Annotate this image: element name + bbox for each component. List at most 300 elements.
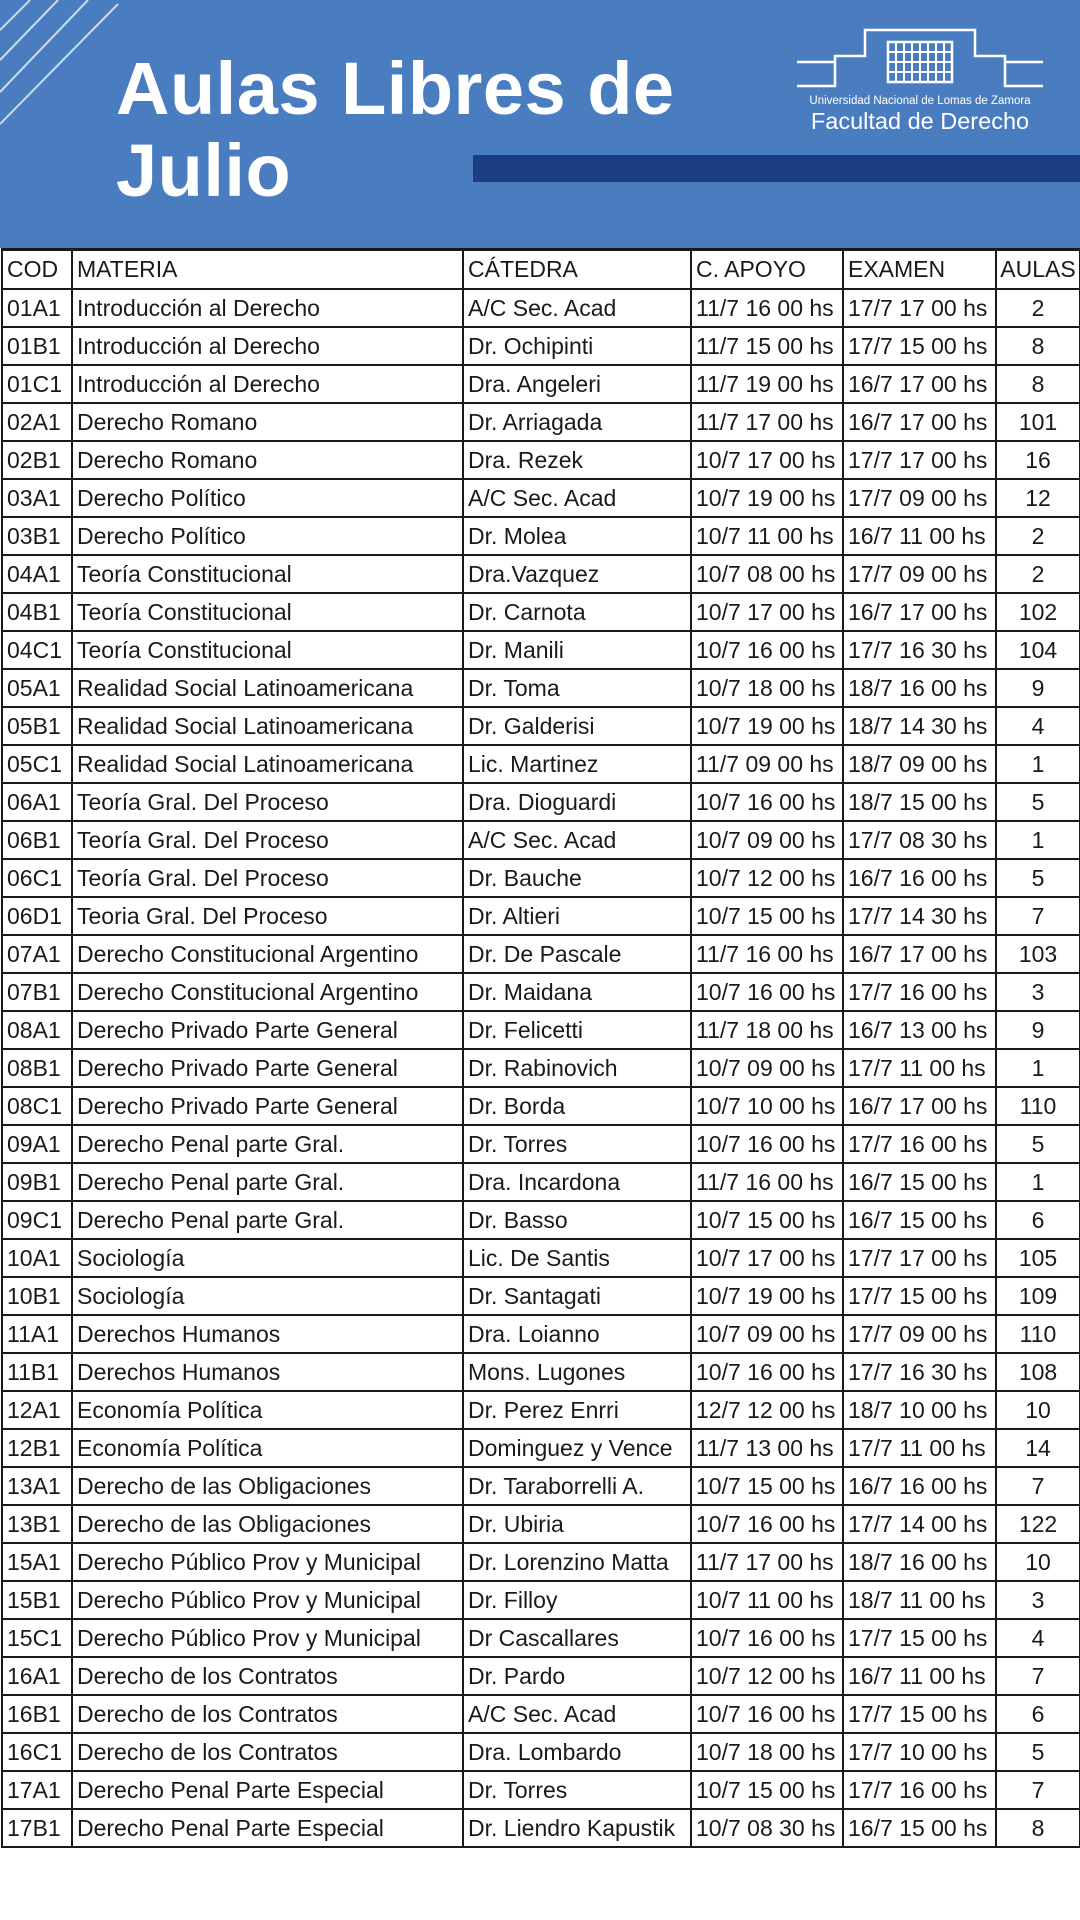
cell-catedra: Dr. Rabinovich: [463, 1049, 691, 1087]
cell-examen: 18/7 15 00 hs: [843, 783, 996, 821]
cell-catedra: Dra. Incardona: [463, 1163, 691, 1201]
table-row: [2, 517, 1080, 555]
cell-materia: Derecho Privado Parte General: [72, 1087, 463, 1125]
table-row: [2, 1581, 1080, 1619]
cell-cod: 05A1: [2, 669, 72, 707]
cell-materia: Derecho Constitucional Argentino: [72, 973, 463, 1011]
cell-examen: 16/7 17 00 hs: [843, 1087, 996, 1125]
page-title: [116, 48, 675, 212]
cell-aulas: 2: [996, 289, 1080, 327]
cell-catedra: Lic. Martinez: [463, 745, 691, 783]
table-row: [2, 593, 1080, 631]
table-row: [2, 669, 1080, 707]
table-row: [2, 555, 1080, 593]
cell-examen: 18/7 16 00 hs: [843, 669, 996, 707]
cell-examen: 16/7 11 00 hs: [843, 517, 996, 555]
table-row: [2, 631, 1080, 669]
cell-materia: Derecho Político: [72, 479, 463, 517]
university-logo: [795, 28, 1045, 134]
cell-examen: 17/7 15 00 hs: [843, 1277, 996, 1315]
cell-materia: Teoria Gral. Del Proceso: [72, 897, 463, 935]
cell-aulas: 2: [996, 555, 1080, 593]
cell-aulas: 3: [996, 1581, 1080, 1619]
cell-examen: 17/7 10 00 hs: [843, 1733, 996, 1771]
cell-c-apoyo: 11/7 16 00 hs: [691, 1163, 843, 1201]
table-row: [2, 1315, 1080, 1353]
cell-examen: 16/7 15 00 hs: [843, 1201, 996, 1239]
cell-c-apoyo: 11/7 16 00 hs: [691, 935, 843, 973]
cell-aulas: 5: [996, 1125, 1080, 1163]
cell-catedra: Dr. Santagati: [463, 1277, 691, 1315]
cell-cod: 16A1: [2, 1657, 72, 1695]
table-row: [2, 1125, 1080, 1163]
cell-catedra: Dra. Lombardo: [463, 1733, 691, 1771]
cell-c-apoyo: 10/7 09 00 hs: [691, 1049, 843, 1087]
cell-c-apoyo: 10/7 19 00 hs: [691, 479, 843, 517]
cell-cod: 09C1: [2, 1201, 72, 1239]
cell-examen: 17/7 16 30 hs: [843, 631, 996, 669]
cell-materia: Realidad Social Latinoamericana: [72, 745, 463, 783]
cell-aulas: 9: [996, 669, 1080, 707]
cell-cod: 04B1: [2, 593, 72, 631]
cell-catedra: A/C Sec. Acad: [463, 289, 691, 327]
cell-catedra: Dr. Taraborrelli A.: [463, 1467, 691, 1505]
table-row: [2, 935, 1080, 973]
cell-materia: Economía Política: [72, 1391, 463, 1429]
cell-catedra: Dr. Toma: [463, 669, 691, 707]
cell-c-apoyo: 10/7 12 00 hs: [691, 859, 843, 897]
table-row: [2, 327, 1080, 365]
cell-cod: 11A1: [2, 1315, 72, 1353]
cell-c-apoyo: 10/7 17 00 hs: [691, 593, 843, 631]
cell-aulas: 12: [996, 479, 1080, 517]
cell-materia: Teoría Gral. Del Proceso: [72, 783, 463, 821]
cell-c-apoyo: 10/7 09 00 hs: [691, 1315, 843, 1353]
cell-catedra: Dr. Lorenzino Matta: [463, 1543, 691, 1581]
cell-catedra: Dr. Arriagada: [463, 403, 691, 441]
cell-cod: 02B1: [2, 441, 72, 479]
cell-cod: 15B1: [2, 1581, 72, 1619]
cell-aulas: 8: [996, 1809, 1080, 1847]
cell-catedra: Dr. Maidana: [463, 973, 691, 1011]
table-row: [2, 1619, 1080, 1657]
cell-aulas: 8: [996, 327, 1080, 365]
cell-materia: Derecho Romano: [72, 403, 463, 441]
cell-aulas: 110: [996, 1315, 1080, 1353]
cell-c-apoyo: 10/7 09 00 hs: [691, 821, 843, 859]
table-row: [2, 1353, 1080, 1391]
cell-aulas: 2: [996, 517, 1080, 555]
column-header-c-apoyo: C. APOYO: [691, 250, 843, 290]
cell-c-apoyo: 10/7 08 00 hs: [691, 555, 843, 593]
cell-examen: 16/7 16 00 hs: [843, 1467, 996, 1505]
cell-c-apoyo: 10/7 19 00 hs: [691, 1277, 843, 1315]
cell-examen: 17/7 15 00 hs: [843, 1619, 996, 1657]
cell-cod: 05C1: [2, 745, 72, 783]
column-header-examen: EXAMEN: [843, 250, 996, 290]
table-row: [2, 707, 1080, 745]
cell-aulas: 7: [996, 1771, 1080, 1809]
cell-materia: Derecho Público Prov y Municipal: [72, 1581, 463, 1619]
cell-aulas: 101: [996, 403, 1080, 441]
cell-c-apoyo: 10/7 16 00 hs: [691, 1505, 843, 1543]
cell-aulas: 7: [996, 897, 1080, 935]
cell-aulas: 1: [996, 1163, 1080, 1201]
cell-c-apoyo: 10/7 15 00 hs: [691, 1467, 843, 1505]
cell-catedra: Dr. De Pascale: [463, 935, 691, 973]
cell-materia: Derecho Penal Parte Especial: [72, 1771, 463, 1809]
cell-materia: Sociología: [72, 1277, 463, 1315]
cell-examen: 17/7 14 00 hs: [843, 1505, 996, 1543]
cell-cod: 15A1: [2, 1543, 72, 1581]
cell-c-apoyo: 10/7 11 00 hs: [691, 517, 843, 555]
cell-c-apoyo: 10/7 18 00 hs: [691, 1733, 843, 1771]
cell-cod: 06D1: [2, 897, 72, 935]
cell-examen: 17/7 16 00 hs: [843, 1125, 996, 1163]
cell-examen: 17/7 16 00 hs: [843, 973, 996, 1011]
table-row: [2, 289, 1080, 327]
cell-examen: 18/7 16 00 hs: [843, 1543, 996, 1581]
cell-materia: Derecho de las Obligaciones: [72, 1467, 463, 1505]
university-name: Universidad Nacional de Lomas de Zamora: [809, 95, 1031, 107]
building-icon: [795, 28, 1045, 90]
cell-examen: 17/7 08 30 hs: [843, 821, 996, 859]
table-row: [2, 1429, 1080, 1467]
cell-aulas: 6: [996, 1695, 1080, 1733]
table-row: [2, 1201, 1080, 1239]
cell-c-apoyo: 10/7 17 00 hs: [691, 441, 843, 479]
cell-c-apoyo: 11/7 19 00 hs: [691, 365, 843, 403]
cell-materia: Introducción al Derecho: [72, 365, 463, 403]
cell-c-apoyo: 10/7 16 00 hs: [691, 1619, 843, 1657]
cell-c-apoyo: 10/7 08 30 hs: [691, 1809, 843, 1847]
cell-cod: 09A1: [2, 1125, 72, 1163]
cell-catedra: A/C Sec. Acad: [463, 821, 691, 859]
cell-cod: 03B1: [2, 517, 72, 555]
cell-cod: 12B1: [2, 1429, 72, 1467]
cell-c-apoyo: 10/7 16 00 hs: [691, 1695, 843, 1733]
cell-catedra: Dr. Basso: [463, 1201, 691, 1239]
cell-cod: 08C1: [2, 1087, 72, 1125]
cell-examen: 17/7 09 00 hs: [843, 555, 996, 593]
title-line-1: Aulas Libres de: [116, 47, 675, 130]
cell-cod: 15C1: [2, 1619, 72, 1657]
cell-materia: Derecho de los Contratos: [72, 1657, 463, 1695]
cell-cod: 04C1: [2, 631, 72, 669]
cell-cod: 02A1: [2, 403, 72, 441]
cell-examen: 16/7 15 00 hs: [843, 1809, 996, 1847]
cell-c-apoyo: 10/7 16 00 hs: [691, 631, 843, 669]
cell-catedra: A/C Sec. Acad: [463, 479, 691, 517]
table-row: [2, 1239, 1080, 1277]
cell-examen: 17/7 16 00 hs: [843, 1771, 996, 1809]
cell-materia: Derecho Penal Parte Especial: [72, 1809, 463, 1847]
cell-catedra: A/C Sec. Acad: [463, 1695, 691, 1733]
faculty-name: Facultad de Derecho: [810, 108, 1030, 134]
cell-aulas: 5: [996, 783, 1080, 821]
table-row: [2, 1391, 1080, 1429]
cell-catedra: Dr. Ubiria: [463, 1505, 691, 1543]
cell-c-apoyo: 10/7 18 00 hs: [691, 669, 843, 707]
cell-aulas: 102: [996, 593, 1080, 631]
cell-catedra: Dra. Dioguardi: [463, 783, 691, 821]
cell-materia: Derecho de los Contratos: [72, 1695, 463, 1733]
cell-materia: Derechos Humanos: [72, 1315, 463, 1353]
cell-materia: Derecho Penal parte Gral.: [72, 1201, 463, 1239]
cell-c-apoyo: 10/7 19 00 hs: [691, 707, 843, 745]
cell-materia: Derecho Privado Parte General: [72, 1011, 463, 1049]
cell-catedra: Dr. Manili: [463, 631, 691, 669]
cell-examen: 17/7 09 00 hs: [843, 1315, 996, 1353]
cell-examen: 17/7 14 30 hs: [843, 897, 996, 935]
cell-aulas: 9: [996, 1011, 1080, 1049]
cell-examen: 16/7 11 00 hs: [843, 1657, 996, 1695]
cell-aulas: 3: [996, 973, 1080, 1011]
table-row: [2, 403, 1080, 441]
cell-c-apoyo: 11/7 17 00 hs: [691, 1543, 843, 1581]
cell-examen: 18/7 11 00 hs: [843, 1581, 996, 1619]
cell-aulas: 108: [996, 1353, 1080, 1391]
cell-examen: 18/7 10 00 hs: [843, 1391, 996, 1429]
cell-examen: 16/7 17 00 hs: [843, 365, 996, 403]
cell-materia: Derechos Humanos: [72, 1353, 463, 1391]
cell-catedra: Dra.Vazquez: [463, 555, 691, 593]
decorative-stripes: [0, 0, 120, 140]
cell-c-apoyo: 11/7 16 00 hs: [691, 289, 843, 327]
cell-aulas: 105: [996, 1239, 1080, 1277]
cell-aulas: 110: [996, 1087, 1080, 1125]
cell-materia: Derecho Público Prov y Municipal: [72, 1619, 463, 1657]
cell-c-apoyo: 11/7 18 00 hs: [691, 1011, 843, 1049]
table-row: [2, 1809, 1080, 1847]
cell-aulas: 122: [996, 1505, 1080, 1543]
table-row: [2, 1695, 1080, 1733]
cell-c-apoyo: 11/7 15 00 hs: [691, 327, 843, 365]
cell-examen: 16/7 16 00 hs: [843, 859, 996, 897]
cell-catedra: Dr. Borda: [463, 1087, 691, 1125]
cell-materia: Teoría Constitucional: [72, 631, 463, 669]
cell-cod: 06C1: [2, 859, 72, 897]
table-row: [2, 1277, 1080, 1315]
cell-cod: 03A1: [2, 479, 72, 517]
cell-c-apoyo: 11/7 13 00 hs: [691, 1429, 843, 1467]
cell-catedra: Dr. Torres: [463, 1125, 691, 1163]
title-line-2: Julio: [116, 129, 292, 212]
table-row: [2, 745, 1080, 783]
cell-catedra: Dra. Rezek: [463, 441, 691, 479]
cell-catedra: Lic. De Santis: [463, 1239, 691, 1277]
table-row: [2, 1505, 1080, 1543]
cell-materia: Teoría Constitucional: [72, 555, 463, 593]
cell-examen: 17/7 16 30 hs: [843, 1353, 996, 1391]
cell-cod: 10A1: [2, 1239, 72, 1277]
cell-c-apoyo: 10/7 15 00 hs: [691, 897, 843, 935]
cell-catedra: Dr. Pardo: [463, 1657, 691, 1695]
cell-aulas: 10: [996, 1391, 1080, 1429]
cell-aulas: 104: [996, 631, 1080, 669]
cell-catedra: Dominguez y Vence: [463, 1429, 691, 1467]
cell-c-apoyo: 10/7 15 00 hs: [691, 1201, 843, 1239]
cell-examen: 16/7 13 00 hs: [843, 1011, 996, 1049]
cell-catedra: Dr. Galderisi: [463, 707, 691, 745]
cell-catedra: Dr. Felicetti: [463, 1011, 691, 1049]
cell-examen: 16/7 15 00 hs: [843, 1163, 996, 1201]
cell-materia: Derecho Privado Parte General: [72, 1049, 463, 1087]
accent-bar: [473, 155, 1080, 182]
column-header-aulas: AULAS: [996, 250, 1080, 290]
table-row: [2, 441, 1080, 479]
cell-catedra: Dra. Angeleri: [463, 365, 691, 403]
cell-examen: 17/7 15 00 hs: [843, 327, 996, 365]
cell-aulas: 4: [996, 707, 1080, 745]
cell-aulas: 5: [996, 1733, 1080, 1771]
cell-catedra: Dr. Altieri: [463, 897, 691, 935]
cell-examen: 17/7 11 00 hs: [843, 1049, 996, 1087]
cell-aulas: 5: [996, 859, 1080, 897]
table-row: [2, 1049, 1080, 1087]
cell-c-apoyo: 10/7 17 00 hs: [691, 1239, 843, 1277]
table-row: [2, 973, 1080, 1011]
table-row: [2, 1657, 1080, 1695]
cell-examen: 18/7 14 30 hs: [843, 707, 996, 745]
cell-aulas: 7: [996, 1467, 1080, 1505]
cell-catedra: Dr Cascallares: [463, 1619, 691, 1657]
cell-cod: 17A1: [2, 1771, 72, 1809]
cell-materia: Sociología: [72, 1239, 463, 1277]
cell-materia: Derecho Público Prov y Municipal: [72, 1543, 463, 1581]
cell-cod: 06B1: [2, 821, 72, 859]
table-row: [2, 479, 1080, 517]
table-row: [2, 1543, 1080, 1581]
cell-materia: Introducción al Derecho: [72, 327, 463, 365]
cell-cod: 06A1: [2, 783, 72, 821]
cell-cod: 04A1: [2, 555, 72, 593]
table-row: [2, 1733, 1080, 1771]
cell-cod: 05B1: [2, 707, 72, 745]
cell-aulas: 16: [996, 441, 1080, 479]
cell-cod: 16B1: [2, 1695, 72, 1733]
cell-cod: 13A1: [2, 1467, 72, 1505]
table-header-row: [2, 250, 1080, 290]
classrooms-table: [1, 248, 1080, 1848]
cell-aulas: 1: [996, 821, 1080, 859]
cell-materia: Derecho Penal parte Gral.: [72, 1163, 463, 1201]
table-row: [2, 783, 1080, 821]
cell-materia: Derecho de las Obligaciones: [72, 1505, 463, 1543]
cell-catedra: Dr. Ochipinti: [463, 327, 691, 365]
cell-cod: 10B1: [2, 1277, 72, 1315]
cell-catedra: Dr. Filloy: [463, 1581, 691, 1619]
cell-cod: 09B1: [2, 1163, 72, 1201]
cell-catedra: Dr. Molea: [463, 517, 691, 555]
cell-c-apoyo: 10/7 16 00 hs: [691, 1125, 843, 1163]
table-row: [2, 859, 1080, 897]
cell-examen: 17/7 17 00 hs: [843, 289, 996, 327]
cell-materia: Realidad Social Latinoamericana: [72, 707, 463, 745]
column-header-catedra: CÁTEDRA: [463, 250, 691, 290]
cell-examen: 17/7 11 00 hs: [843, 1429, 996, 1467]
cell-catedra: Dr. Bauche: [463, 859, 691, 897]
cell-cod: 08A1: [2, 1011, 72, 1049]
cell-examen: 17/7 15 00 hs: [843, 1695, 996, 1733]
cell-c-apoyo: 10/7 16 00 hs: [691, 973, 843, 1011]
cell-c-apoyo: 10/7 15 00 hs: [691, 1771, 843, 1809]
cell-cod: 01A1: [2, 289, 72, 327]
cell-catedra: Dr. Liendro Kapustik: [463, 1809, 691, 1847]
cell-aulas: 6: [996, 1201, 1080, 1239]
cell-c-apoyo: 11/7 17 00 hs: [691, 403, 843, 441]
cell-materia: Derecho de los Contratos: [72, 1733, 463, 1771]
cell-catedra: Dra. Loianno: [463, 1315, 691, 1353]
cell-c-apoyo: 10/7 12 00 hs: [691, 1657, 843, 1695]
table-row: [2, 1087, 1080, 1125]
cell-aulas: 10: [996, 1543, 1080, 1581]
column-header-cod: COD: [2, 250, 72, 290]
cell-aulas: 14: [996, 1429, 1080, 1467]
cell-materia: Derecho Penal parte Gral.: [72, 1125, 463, 1163]
cell-cod: 07B1: [2, 973, 72, 1011]
cell-c-apoyo: 10/7 16 00 hs: [691, 783, 843, 821]
cell-cod: 13B1: [2, 1505, 72, 1543]
cell-cod: 07A1: [2, 935, 72, 973]
cell-examen: 18/7 09 00 hs: [843, 745, 996, 783]
cell-aulas: 4: [996, 1619, 1080, 1657]
cell-examen: 16/7 17 00 hs: [843, 935, 996, 973]
cell-materia: Derecho Romano: [72, 441, 463, 479]
cell-aulas: 7: [996, 1657, 1080, 1695]
column-header-materia: MATERIA: [72, 250, 463, 290]
cell-materia: Teoría Constitucional: [72, 593, 463, 631]
cell-cod: 08B1: [2, 1049, 72, 1087]
cell-examen: 16/7 17 00 hs: [843, 403, 996, 441]
cell-materia: Derecho Constitucional Argentino: [72, 935, 463, 973]
cell-c-apoyo: 10/7 11 00 hs: [691, 1581, 843, 1619]
table-row: [2, 897, 1080, 935]
table-row: [2, 1011, 1080, 1049]
cell-materia: Economía Política: [72, 1429, 463, 1467]
cell-cod: 12A1: [2, 1391, 72, 1429]
cell-cod: 01B1: [2, 327, 72, 365]
cell-aulas: 8: [996, 365, 1080, 403]
cell-cod: 17B1: [2, 1809, 72, 1847]
table-row: [2, 1771, 1080, 1809]
cell-c-apoyo: 11/7 09 00 hs: [691, 745, 843, 783]
table-row: [2, 821, 1080, 859]
cell-aulas: 1: [996, 1049, 1080, 1087]
cell-catedra: Dr. Torres: [463, 1771, 691, 1809]
cell-materia: Teoría Gral. Del Proceso: [72, 859, 463, 897]
cell-c-apoyo: 10/7 10 00 hs: [691, 1087, 843, 1125]
cell-cod: 16C1: [2, 1733, 72, 1771]
cell-c-apoyo: 12/7 12 00 hs: [691, 1391, 843, 1429]
cell-aulas: 1: [996, 745, 1080, 783]
table-row: [2, 1163, 1080, 1201]
cell-c-apoyo: 10/7 16 00 hs: [691, 1353, 843, 1391]
cell-examen: 17/7 09 00 hs: [843, 479, 996, 517]
cell-examen: 17/7 17 00 hs: [843, 441, 996, 479]
cell-cod: 11B1: [2, 1353, 72, 1391]
table-row: [2, 365, 1080, 403]
cell-materia: Teoría Gral. Del Proceso: [72, 821, 463, 859]
header-banner: [0, 0, 1080, 248]
cell-catedra: Dr. Perez Enrri: [463, 1391, 691, 1429]
cell-catedra: Dr. Carnota: [463, 593, 691, 631]
cell-materia: Realidad Social Latinoamericana: [72, 669, 463, 707]
cell-materia: Introducción al Derecho: [72, 289, 463, 327]
cell-catedra: Mons. Lugones: [463, 1353, 691, 1391]
table-row: [2, 1467, 1080, 1505]
cell-materia: Derecho Político: [72, 517, 463, 555]
